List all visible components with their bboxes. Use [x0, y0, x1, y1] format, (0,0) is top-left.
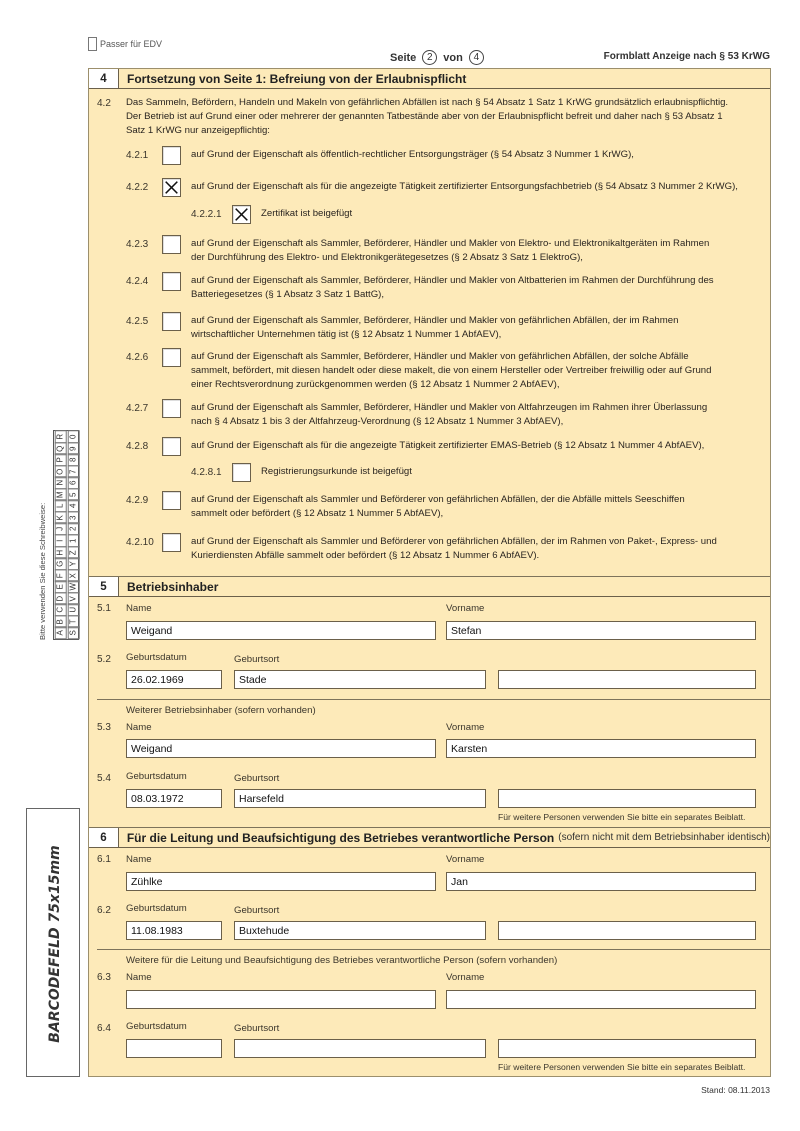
item-number: 6.2 [97, 905, 111, 916]
checkbox-4-2-10[interactable] [162, 533, 181, 552]
item-number: 4.2.8 [126, 441, 149, 452]
item-number: 4.2.2.1 [191, 209, 222, 220]
manager-extra-field[interactable] [498, 921, 756, 940]
passer-label: Passer für EDV [100, 39, 163, 49]
alphabet-cell: L [55, 500, 67, 513]
vorname-label: Vorname [446, 603, 485, 614]
form-container [88, 68, 771, 1077]
item-number: 4.2.6 [126, 352, 149, 363]
section-subtitle: (sofern nicht mit dem Betriebsinhaber identisch) [558, 832, 770, 843]
section-title: Betriebsinhaber [127, 579, 219, 594]
item-text-line: auf Grund der Eigenschaft als Sammler, Beförderer, Händler und Makler von Altfahrzeugen im Rahmen ihrer Überlassung [191, 402, 708, 413]
intro-line: Das Sammeln, Befördern, Handeln und Makeln von gefährlichen Abfällen ist nach § 54 Absatz 1 Satz 1 KrWG grundsätzlich erlaubnispflichtig. [126, 97, 729, 108]
item-text-line: nach § 4 Absatz 1 bis 3 der Altfahrzeug-Verordnung (§ 12 Absatz 1 Nummer 3 AbfAEV), [191, 416, 564, 427]
item-text-line: auf Grund der Eigenschaft als Sammler, Beförderer, Händler und Makler von Altbatterien im Rahmen der Durchführung des [191, 275, 714, 286]
intro-line: Der Betrieb ist auf Grund einer oder mehrerer der genannten Tatbestände aber von der Erlaubnispflicht befreit und daher nach § 53 Absatz 1 [126, 111, 723, 122]
intro-text [126, 96, 728, 138]
check-x-icon [233, 206, 250, 223]
section-number: 4 [89, 69, 119, 88]
item-text-line: auf Grund der Eigenschaft als Sammler, Beförderer, Händler und Makler von gefährlichen Abfällen, der im Rahmen [191, 315, 679, 326]
alphabet-cell: 0 [68, 430, 80, 443]
owner2-birthdate-field[interactable] [126, 789, 222, 808]
alphabet-cell: N [55, 476, 67, 489]
alphabet-cell: 5 [68, 488, 80, 501]
name-label: Name [126, 722, 152, 733]
item-text-line: der Durchführung des Elektro- und Elektronikgerätegesetzes (§ 2 Absatz 3 Satz 1 ElektroG), [191, 252, 583, 263]
item-number: 4.2 [97, 98, 111, 109]
item-number: 4.2.8.1 [191, 467, 222, 478]
item-number: 6.3 [97, 972, 111, 983]
item-number: 4.2.4 [126, 276, 149, 287]
alphabet-cell: W [68, 580, 80, 593]
checkbox-4-2-3[interactable] [162, 235, 181, 254]
item-text-line: sammelt, befördert, mit diesen handelt oder diese makelt, die von einem Hersteller oder Vertreiber freiwillig oder auf Grund [191, 365, 712, 376]
manager2-extra-field[interactable] [498, 1039, 756, 1058]
checkbox-4-2-8[interactable] [162, 437, 181, 456]
item-number: 4.2.3 [126, 239, 149, 250]
alphabet-cell: M [55, 488, 67, 501]
further-owner-label: Weiterer Betriebsinhaber (sofern vorhanden) [126, 705, 316, 716]
alphabet-cell: 1 [68, 534, 80, 547]
checkbox-4-2-5[interactable] [162, 312, 181, 331]
item-text [261, 207, 352, 221]
separate-sheet-hint: Für weitere Personen verwenden Sie bitte ein separates Beiblatt. [498, 812, 746, 822]
section-title: Fortsetzung von Seite 1: Befreiung von der Erlaubnispflicht [127, 71, 467, 86]
item-text [191, 493, 685, 521]
owner2-vorname-field[interactable] [446, 739, 756, 758]
item-number: 4.2.10 [126, 537, 154, 548]
checkbox-4-2-4[interactable] [162, 272, 181, 291]
manager-birthplace-field[interactable] [234, 921, 486, 940]
page-current: 2 [422, 50, 437, 65]
section-6-header [89, 828, 770, 848]
owner-birthdate-field[interactable] [126, 670, 222, 689]
manager-birthdate-field[interactable] [126, 921, 222, 940]
owner-extra-field[interactable] [498, 670, 756, 689]
item-text-line: auf Grund der Eigenschaft als für die angezeigte Tätigkeit zertifizierter EMAS-Betrieb (§ 12 Absatz 1 Nummer 4 AbfAEV), [191, 440, 705, 451]
section-number: 6 [89, 828, 119, 847]
page-prefix: Seite [390, 51, 417, 64]
item-text-line: Zertifikat ist beigefügt [261, 208, 353, 219]
alphabet-cell: 7 [68, 465, 80, 478]
item-text [191, 274, 714, 302]
item-number: 5.4 [97, 773, 111, 784]
alphabet-cell: Q [55, 442, 67, 455]
passer-edv [88, 39, 162, 51]
item-number: 4.2.7 [126, 403, 149, 414]
passer-box [88, 37, 97, 51]
checkbox-4-2-2-1[interactable] [232, 205, 251, 224]
section-number: 5 [89, 577, 119, 596]
manager-vorname-field[interactable] [446, 872, 756, 891]
item-text [191, 350, 711, 392]
item-text-line: auf Grund der Eigenschaft als Sammler und Beförderer von gefährlichen Abfällen, der die Abfälle mittels Seeschiffen [191, 494, 685, 505]
divider [97, 949, 770, 950]
barcode-label: BARCODEFELD 75x15mm [47, 845, 63, 1043]
alphabet-cell: B [55, 615, 67, 628]
vorname-label: Vorname [446, 722, 485, 733]
alphabet-grid [53, 430, 79, 640]
item-text-line: Batteriegesetzes (§ 1 Absatz 3 Satz 1 BattG), [191, 289, 385, 300]
alphabet-label: Bitte verwenden Sie diese Schreibweise: [38, 502, 47, 640]
vorname-label: Vorname [446, 854, 485, 865]
further-manager-label: Weitere für die Leitung und Beaufsichtigung des Betriebes verantwortliche Person (sofern vorhanden) [126, 955, 558, 966]
item-text [191, 180, 738, 194]
checkbox-4-2-8-1[interactable] [232, 463, 251, 482]
stand-date: Stand: 08.11.2013 [701, 1085, 770, 1095]
alphabet-cell: C [55, 604, 67, 617]
alphabet-cell: Z [68, 546, 80, 559]
item-text [261, 465, 412, 479]
form-title: Formblatt Anzeige nach § 53 KrWG [603, 51, 770, 62]
alphabet-cell: G [55, 557, 67, 570]
item-text-line: wirtschaftlicher Unternehmen tätig ist (§ 12 Absatz 1 Nummer 1 AbfAEV), [191, 329, 502, 340]
item-text-line: auf Grund der Eigenschaft als Sammler, Beförderer, Händler und Makler von gefährlichen Abfällen, der solche Abfälle [191, 351, 689, 362]
alphabet-cell: 6 [68, 476, 80, 489]
item-number: 4.2.1 [126, 150, 149, 161]
alphabet-cell: E [55, 580, 67, 593]
item-number: 5.2 [97, 654, 111, 665]
page-indicator [390, 50, 484, 65]
section-5-header [89, 577, 770, 597]
alphabet-cell: A [55, 627, 67, 640]
geburtsdatum-label: Geburtsdatum [126, 903, 187, 914]
item-text-line: Kurierdiensten Abfälle sammelt oder befördert (§ 12 Absatz 1 Nummer 6 AbfAEV). [191, 550, 540, 561]
item-number: 6.1 [97, 854, 111, 865]
owner-birthplace-field[interactable] [234, 670, 486, 689]
alphabet-cell: O [55, 465, 67, 478]
alphabet-cell: T [68, 615, 80, 628]
owner2-extra-field[interactable] [498, 789, 756, 808]
geburtsort-label: Geburtsort [234, 1023, 280, 1034]
item-text-line: sammelt oder befördert (§ 12 Absatz 1 Nummer 5 AbfAEV), [191, 508, 444, 519]
alphabet-cell: 8 [68, 453, 80, 466]
page-sep: von [443, 51, 463, 64]
item-number: 5.3 [97, 722, 111, 733]
item-text [191, 439, 704, 453]
checkbox-4-2-7[interactable] [162, 399, 181, 418]
page-total: 4 [469, 50, 484, 65]
geburtsort-label: Geburtsort [234, 654, 280, 665]
separate-sheet-hint: Für weitere Personen verwenden Sie bitte ein separates Beiblatt. [498, 1062, 746, 1072]
manager-name-field[interactable] [126, 872, 436, 891]
item-number: 6.4 [97, 1023, 111, 1034]
alphabet-cell: S [68, 627, 80, 640]
name-label: Name [126, 603, 152, 614]
alphabet-cell: K [55, 511, 67, 524]
geburtsdatum-label: Geburtsdatum [126, 652, 187, 663]
alphabet-cell: X [68, 569, 80, 582]
section-title-text: Für die Leitung und Beaufsichtigung des Betriebes verantwortliche Person [126, 830, 555, 845]
alphabet-cell: F [55, 569, 67, 582]
alphabet-cell: I [55, 534, 67, 547]
item-text-line: einer Rechtsverordnung zurückgenommen werden (§ 12 Absatz 1 Nummer 2 AbfAEV), [191, 379, 560, 390]
alphabet-cell: Y [68, 557, 80, 570]
geburtsort-label: Geburtsort [234, 905, 280, 916]
item-text-line: auf Grund der Eigenschaft als Sammler und Beförderer von gefährlichen Abfällen, der im Rahmen von Paket-, Express- und [191, 536, 717, 547]
name-label: Name [126, 972, 152, 983]
item-text-line: auf Grund der Eigenschaft als für die angezeigte Tätigkeit zertifizierter Entsorgungsfachbetrieb (§ 54 Absatz 3 Nummer 2 KrWG), [191, 181, 738, 192]
section-4-header [89, 69, 770, 89]
alphabet-cell: P [55, 453, 67, 466]
alphabet-cell: V [68, 592, 80, 605]
divider [97, 699, 770, 700]
geburtsdatum-label: Geburtsdatum [126, 771, 187, 782]
manager2-name-field[interactable] [126, 990, 436, 1009]
name-label: Name [126, 854, 152, 865]
section-title [119, 828, 770, 847]
alphabet-cell: J [55, 523, 67, 536]
owner2-name-field[interactable] [126, 739, 436, 758]
barcode-field [26, 808, 80, 1077]
alphabet-cell: 2 [68, 523, 80, 536]
alphabet-cell: 9 [68, 442, 80, 455]
item-text-line: auf Grund der Eigenschaft als Sammler, Beförderer, Händler und Makler von Elektro- und Elektronikaltgeräten im Rahmen [191, 238, 710, 249]
checkbox-4-2-2[interactable] [162, 178, 181, 197]
item-text [191, 401, 707, 429]
item-number: 4.2.5 [126, 316, 149, 327]
geburtsort-label: Geburtsort [234, 773, 280, 784]
owner-name-field[interactable] [126, 621, 436, 640]
checkbox-4-2-9[interactable] [162, 491, 181, 510]
item-number: 4.2.9 [126, 495, 149, 506]
alphabet-cell: 3 [68, 511, 80, 524]
manager2-vorname-field[interactable] [446, 990, 756, 1009]
checkbox-4-2-1[interactable] [162, 146, 181, 165]
check-x-icon [163, 179, 180, 196]
vorname-label: Vorname [446, 972, 485, 983]
alphabet-cell: 4 [68, 500, 80, 513]
item-text-line: auf Grund der Eigenschaft als öffentlich-rechtlicher Entsorgungsträger (§ 54 Absatz 3 Nummer 1 KrWG), [191, 149, 634, 160]
owner-vorname-field[interactable] [446, 621, 756, 640]
intro-line: Satz 1 KrWG nur anzeigepflichtig: [126, 125, 270, 136]
item-number: 5.1 [97, 603, 111, 614]
manager2-birthdate-field[interactable] [126, 1039, 222, 1058]
checkbox-4-2-6[interactable] [162, 348, 181, 367]
manager2-birthplace-field[interactable] [234, 1039, 486, 1058]
alphabet-cell: R [55, 430, 67, 443]
item-text [191, 314, 678, 342]
item-text [191, 148, 634, 162]
alphabet-cell: U [68, 604, 80, 617]
alphabet-cell: D [55, 592, 67, 605]
geburtsdatum-label: Geburtsdatum [126, 1021, 187, 1032]
alphabet-cell: H [55, 546, 67, 559]
item-text [191, 535, 717, 563]
item-text [191, 237, 709, 265]
owner2-birthplace-field[interactable] [234, 789, 486, 808]
item-text-line: Registrierungsurkunde ist beigefügt [261, 466, 412, 477]
item-number: 4.2.2 [126, 182, 149, 193]
